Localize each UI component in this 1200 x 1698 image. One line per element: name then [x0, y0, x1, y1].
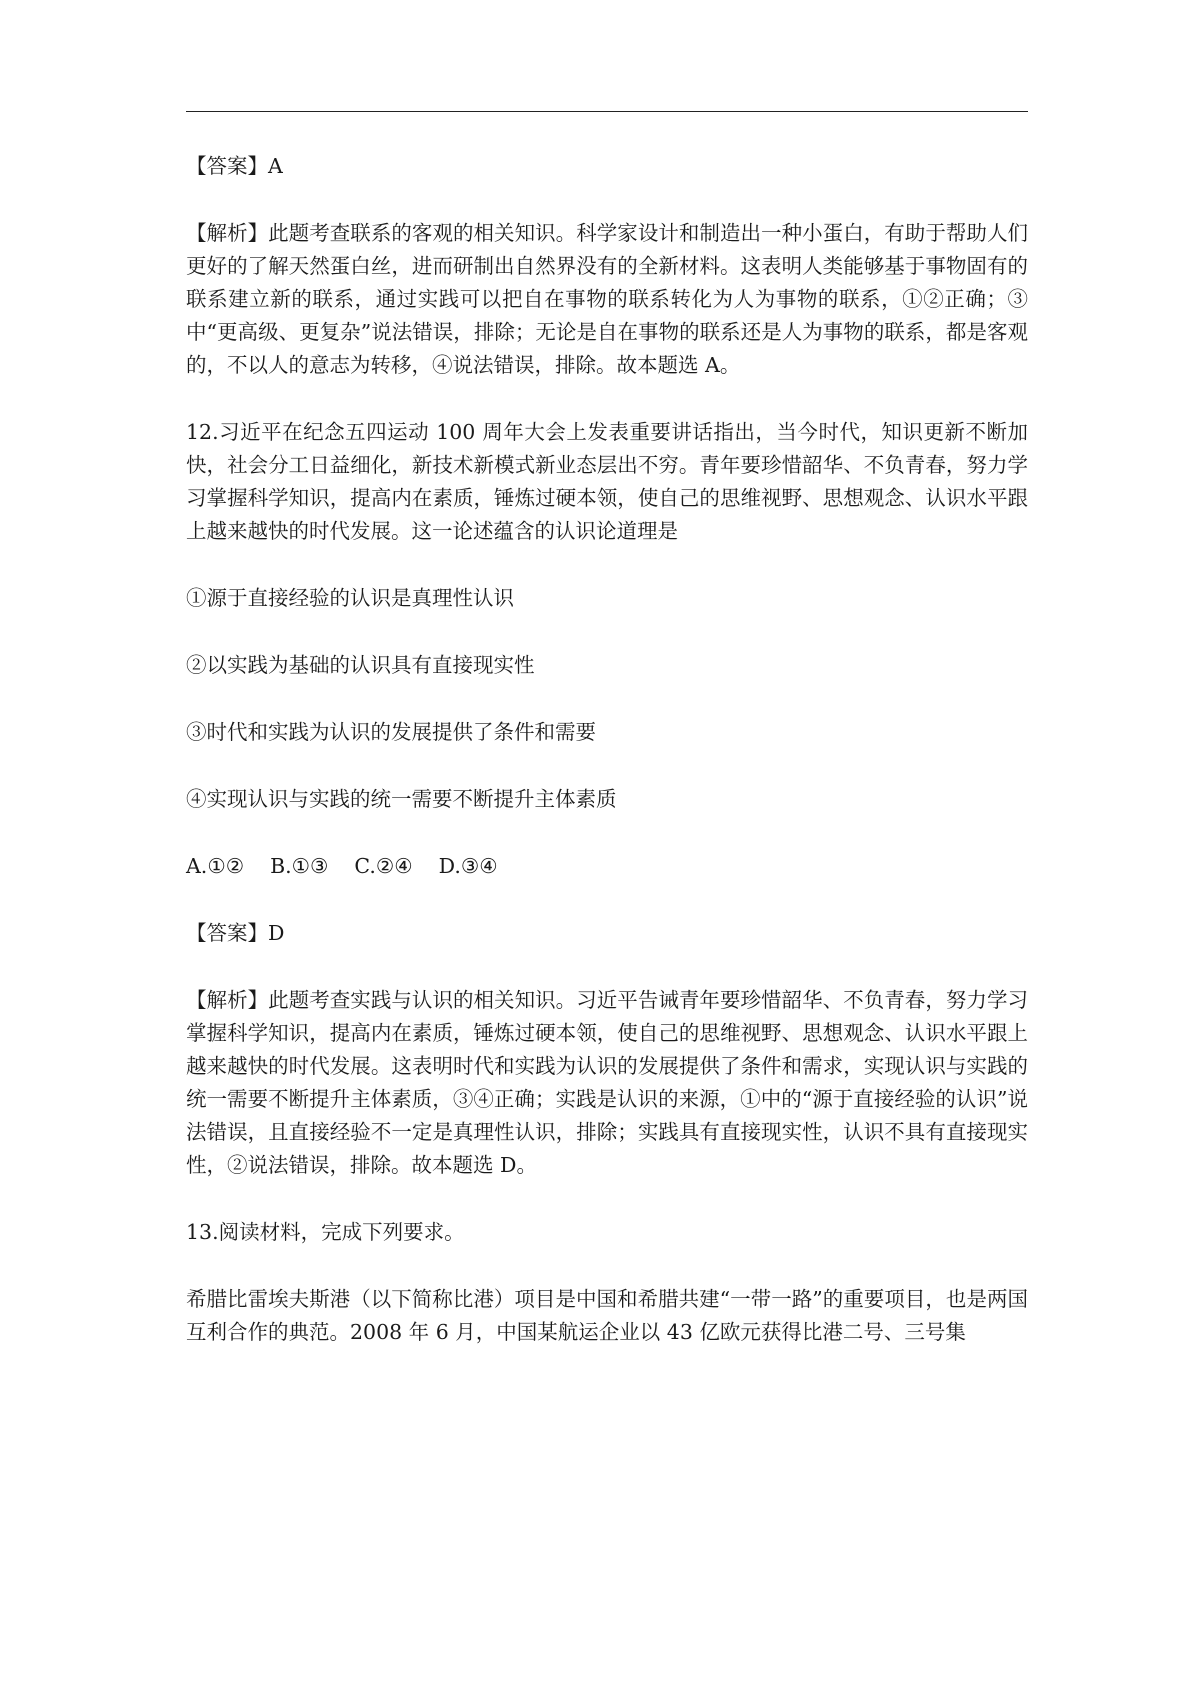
answer-q12: 【答案】D [186, 921, 285, 945]
option-c: C.②④ [354, 854, 413, 878]
analysis-q11: 【解析】此题考查联系的客观的相关知识。科学家设计和制造出一种小蛋白，有助于帮助人们更好的了解天然蛋白丝，进而研制出自然界没有的全新材料。这表明人类能够基于事物固有的联系建立新的联系，通过实践可以把自在事物的联系转化为人为事物的联系，①②正确；③中“更高级、更复杂”说法错误，排除；无论是自在事物的联系还是人为事物的联系，都是客观的，不以人的意志为转移，④说法错误，排除。故本题选 A。 [186, 221, 1028, 377]
statement-2: ②以实践为基础的认识具有直接现实性 [186, 653, 535, 677]
statement-4: ④实现认识与实践的统一需要不断提升主体素质 [186, 787, 617, 811]
header-rule [186, 111, 1028, 112]
question-13-stem: 13.阅读材料，完成下列要求。 [186, 1220, 465, 1244]
option-b: B.①③ [270, 854, 329, 878]
options-q12 [186, 850, 1028, 883]
analysis-q12: 【解析】此题考查实践与认识的相关知识。习近平告诫青年要珍惜韶华、不负青春，努力学习掌握科学知识，提高内在素质，锤炼过硬本领，使自己的思维视野、思想观念、认识水平跟上越来越快的时代发展。这表明时代和实践为认识的发展提供了条件和需求，实现认识与实践的统一需要不断提升主体素质，③④正确；实践是认识的来源，①中的“源于直接经验的认识”说法错误，且直接经验不一定是真理性认识，排除；实践具有直接现实性，认识不具有直接现实性，②说法错误，排除。故本题选 D。 [186, 988, 1028, 1177]
option-d: D.③④ [438, 854, 498, 878]
statement-3: ③时代和实践为认识的发展提供了条件和需要 [186, 720, 596, 744]
answer-q11: 【答案】A [186, 154, 283, 178]
statement-1: ①源于直接经验的认识是真理性认识 [186, 586, 514, 610]
question-13-material: 希腊比雷埃夫斯港（以下简称比港）项目是中国和希腊共建“一带一路”的重要项目，也是两国互利合作的典范。2008 年 6 月，中国某航运企业以 43 亿欧元获得比港二号、三号集 [186, 1287, 1028, 1344]
question-12-stem: 12.习近平在纪念五四运动 100 周年大会上发表重要讲话指出，当今时代，知识更新不断加快，社会分工日益细化，新技术新模式新业态层出不穷。青年要珍惜韶华、不负青春，努力学习掌握科学知识，提高内在素质，锤炼过硬本领，使自己的思维视野、思想观念、认识水平跟上越来越快的时代发展。这一论述蕴含的认识论道理是 [186, 420, 1028, 543]
option-a: A.①② [186, 854, 245, 878]
document-body [186, 150, 1028, 1349]
